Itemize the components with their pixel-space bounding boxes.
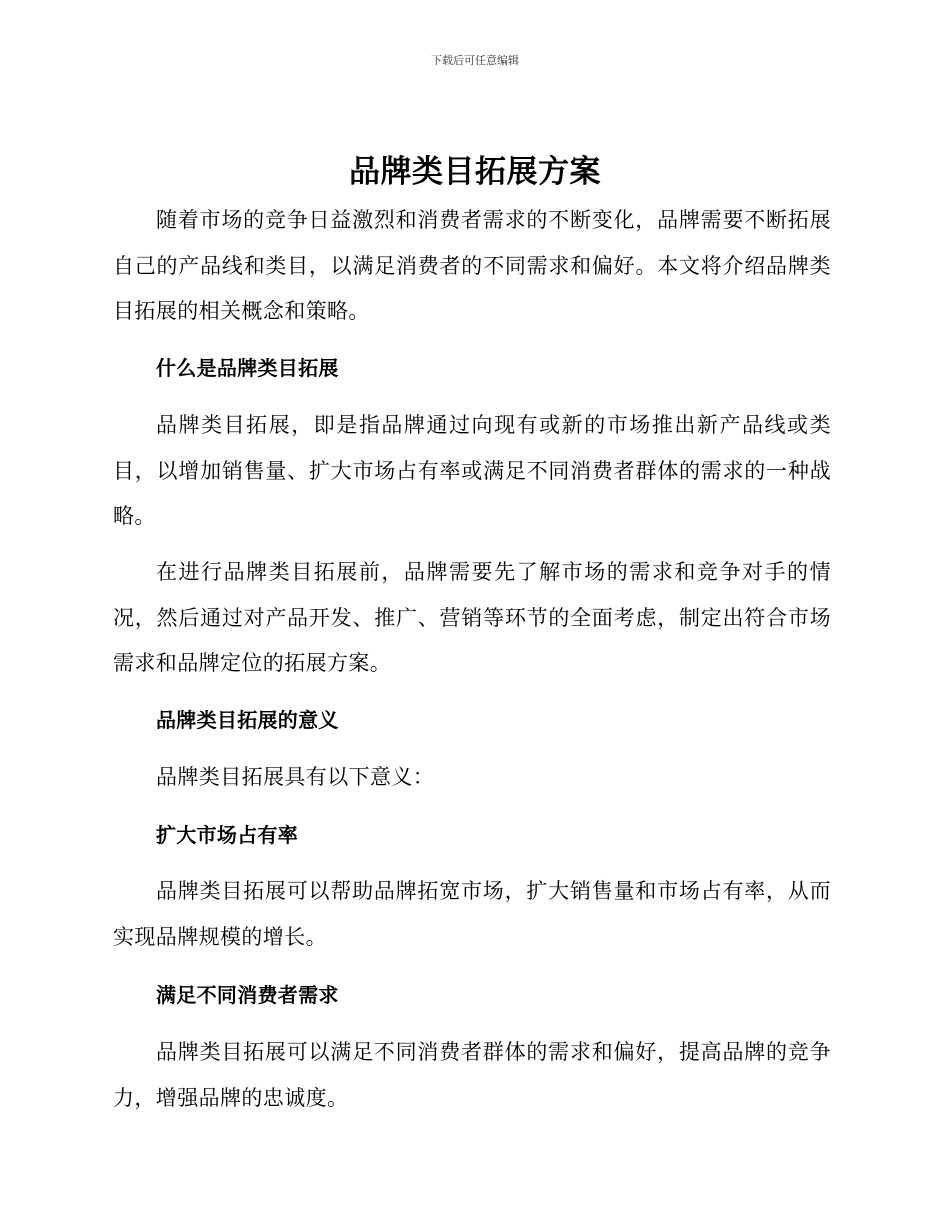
section-heading-consumer-needs: 满足不同消费者需求 [156, 983, 339, 1007]
intro-block [113, 198, 831, 335]
section-meaning-paragraph: 品牌类目拓展具有以下意义： [156, 765, 435, 789]
section-market-para-block [113, 869, 831, 960]
section-heading-what-is: 什么是品牌类目拓展 [156, 356, 339, 380]
section-meaning-heading-block [113, 705, 831, 735]
section-needs-heading-block [113, 980, 831, 1010]
header-note: 下载后可任意编辑 [431, 54, 519, 67]
section-market-paragraph: 品牌类目拓展可以帮助品牌拓宽市场，扩大销售量和市场占有率，从而实现品牌规模的增长。 [113, 879, 831, 949]
section-what-para1-block [113, 403, 831, 540]
section-what-paragraph-2: 在进行品牌类目拓展前，品牌需要先了解市场的需求和竞争对手的情况，然后通过对产品开发、推广、营销等环节的全面考虑，制定出符合市场需求和品牌定位的拓展方案。 [113, 560, 831, 675]
section-heading-meaning: 品牌类目拓展的意义 [156, 708, 339, 732]
section-meaning-para-block [113, 755, 831, 801]
section-heading-market-share: 扩大市场占有率 [156, 823, 299, 847]
section-what-para2-block [113, 550, 831, 687]
intro-paragraph: 随着市场的竞争日益激烈和消费者需求的不断变化，品牌需要不断拓展自己的产品线和类目，以满足消费者的不同需求和偏好。本文将介绍品牌类目拓展的相关概念和策略。 [113, 208, 831, 323]
section-needs-paragraph: 品牌类目拓展可以满足不同消费者群体的需求和偏好，提高品牌的竞争力，增强品牌的忠诚度。 [113, 1040, 831, 1110]
section-market-heading-block [113, 820, 831, 850]
section-what-heading-block [113, 353, 831, 383]
section-needs-para-block [113, 1030, 831, 1121]
document-title: 品牌类目拓展方案 [349, 154, 601, 190]
section-what-paragraph-1: 品牌类目拓展，即是指品牌通过向现有或新的市场推出新产品线或类目，以增加销售量、扩大市场占有率或满足不同消费者群体的需求的一种战略。 [113, 413, 831, 528]
